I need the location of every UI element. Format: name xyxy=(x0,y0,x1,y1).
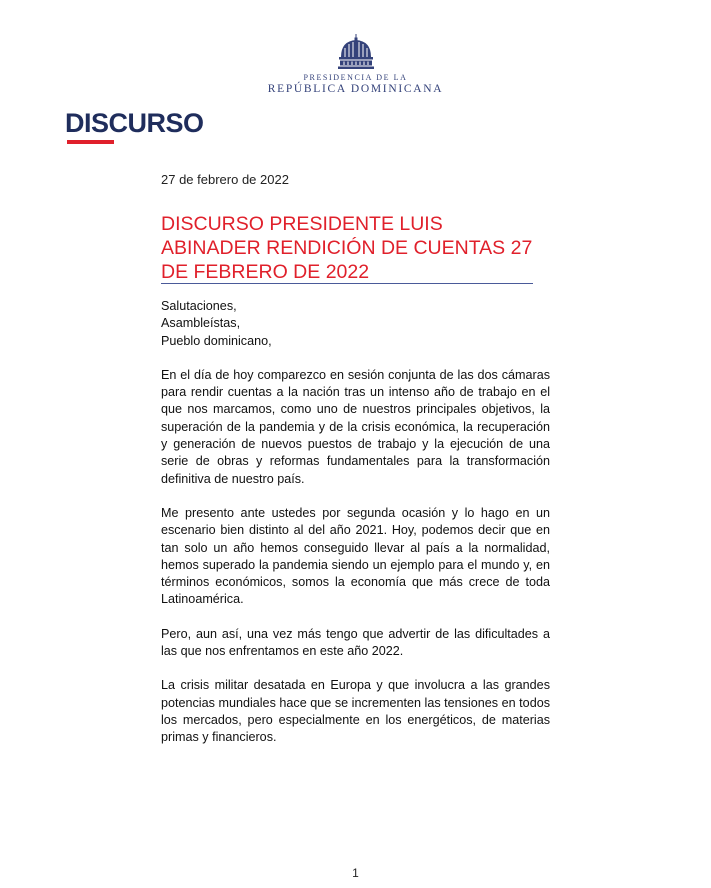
paragraph: La crisis militar desatada en Europa y que involucra a las grandes potencias mundiales hace que se incrementen las tensiones en todos los mercados, pero especialmente en los energéticos, de materias primas y financieros. xyxy=(161,678,550,745)
paragraph: En el día de hoy comparezco en sesión conjunta de las dos cámaras para rendir cuentas a la nación tras un intenso año de trabajo en el que nos marcamos, como uno de nuestros principales objetivos, la superación de la pandemia y de la crisis económica, la recuperación y generación de nuevos puestos de trabajo y la ejecución de una serie de obras y reformas fundamentales para la transformación definitiva de nuestro país. xyxy=(161,367,550,486)
palace-dome-icon xyxy=(336,34,376,70)
letterhead xyxy=(0,34,711,96)
salutation-line: Salutaciones, xyxy=(161,299,237,313)
document-type-heading: DISCURSO xyxy=(65,108,204,138)
document-date: 27 de febrero de 2022 xyxy=(161,172,289,187)
salutation-block xyxy=(161,298,550,350)
org-name-line1: PRESIDENCIA DE LA xyxy=(303,73,408,82)
paragraph: Me presento ante ustedes por segunda ocasión y lo hago en un escenario bien distinto al del año 2021. Hoy, podemos decir que en tan solo un año hemos conseguido llevar al país a la normalidad, hemos superado la pandemia siendo un ejemplo para el mundo y, en términos económicos, somos la economía que más crece de toda Latinoamérica. xyxy=(161,505,550,607)
speech-title: DISCURSO PRESIDENTE LUIS ABINADER RENDICIÓN DE CUENTAS 27 DE FEBRERO DE 2022 xyxy=(161,213,533,283)
page-number: 1 xyxy=(352,866,359,880)
salutation-line: Asambleístas, xyxy=(161,316,241,331)
paragraph: Pero, aun así, una vez más tengo que advertir de las dificultades a las que nos enfrentamos en este año 2022. xyxy=(161,626,550,659)
title-divider xyxy=(161,283,533,284)
speech-body xyxy=(161,298,550,747)
org-name-line2: REPÚBLICA DOMINICANA xyxy=(267,83,444,95)
salutation-line: Pueblo dominicano, xyxy=(161,333,272,348)
heading-accent-bar xyxy=(67,140,114,144)
